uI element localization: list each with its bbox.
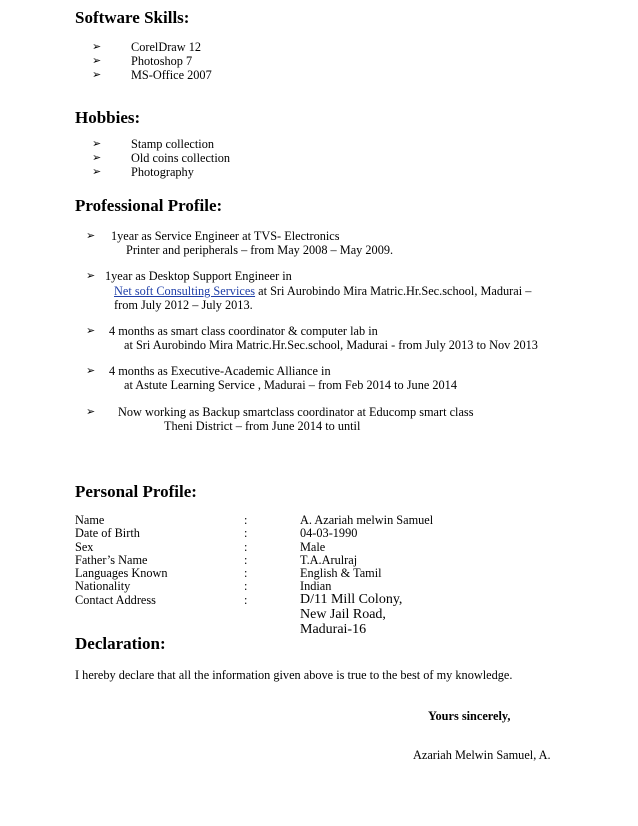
personal-label: Date of Birth: [75, 526, 140, 540]
closing-text: Yours sincerely,: [428, 709, 511, 723]
software-item: CorelDraw 12: [131, 40, 202, 54]
software-item: Photoshop 7: [131, 54, 193, 68]
hobby-item: Photography: [131, 165, 194, 179]
bullet-arrow-icon: ➢: [86, 324, 96, 337]
declaration-text: I hereby declare that all the information given above is true to the best of my knowledge.: [75, 668, 513, 682]
bullet-arrow-icon: ➢: [92, 54, 102, 67]
experience-line-rest: at Sri Aurobindo Mira Matric.Hr.Sec.school, Madurai –: [255, 284, 532, 298]
address-line: Madurai-16: [300, 622, 367, 637]
personal-profile-heading: Personal Profile:: [75, 482, 197, 501]
personal-label: Name: [75, 513, 105, 527]
personal-separator: :: [244, 593, 248, 607]
personal-label: Nationality: [75, 579, 131, 593]
experience-line: 1year as Service Engineer at TVS- Electronics: [111, 229, 340, 243]
personal-label: Sex: [75, 540, 94, 554]
address-line: D/11 Mill Colony,: [300, 592, 403, 607]
experience-line: 1year as Desktop Support Engineer in: [105, 269, 292, 283]
declaration-heading: Declaration:: [75, 634, 166, 653]
personal-value: T.A.Arulraj: [300, 553, 358, 567]
personal-separator: :: [244, 513, 248, 527]
professional-profile-heading: Professional Profile:: [75, 196, 223, 215]
personal-separator: :: [244, 526, 248, 540]
bullet-arrow-icon: ➢: [86, 269, 96, 282]
personal-separator: :: [244, 553, 248, 567]
experience-line: 4 months as Executive-Academic Alliance in: [109, 364, 331, 378]
bullet-arrow-icon: ➢: [86, 229, 96, 242]
bullet-arrow-icon: ➢: [92, 165, 102, 178]
company-link[interactable]: Net soft Consulting Services: [114, 284, 256, 298]
hobby-item: Stamp collection: [131, 137, 214, 151]
bullet-arrow-icon: ➢: [92, 68, 102, 81]
personal-value: A. Azariah melwin Samuel: [300, 513, 434, 527]
personal-separator: :: [244, 540, 248, 554]
experience-line: at Astute Learning Service , Madurai – from Feb 2014 to June 2014: [124, 378, 457, 392]
bullet-arrow-icon: ➢: [92, 40, 102, 53]
bullet-arrow-icon: ➢: [86, 405, 96, 418]
personal-label: Languages Known: [75, 566, 168, 580]
experience-line-with-link: [114, 284, 531, 298]
personal-value: 04-03-1990: [300, 526, 358, 540]
personal-label: Contact Address: [75, 593, 156, 607]
experience-line: Theni District – from June 2014 to until: [164, 419, 361, 433]
signature-name: Azariah Melwin Samuel, A.: [413, 748, 551, 762]
personal-separator: :: [244, 579, 248, 593]
software-item: MS-Office 2007: [131, 68, 212, 82]
bullet-arrow-icon: ➢: [92, 151, 102, 164]
personal-label: Father’s Name: [75, 553, 148, 567]
experience-line: from July 2012 – July 2013.: [114, 298, 253, 312]
personal-value: Male: [300, 540, 326, 554]
bullet-arrow-icon: ➢: [92, 137, 102, 150]
software-skills-heading: Software Skills:: [75, 8, 190, 27]
address-line: New Jail Road,: [300, 607, 386, 622]
personal-separator: :: [244, 566, 248, 580]
experience-line: Printer and peripherals – from May 2008 – May 2009.: [126, 243, 394, 257]
personal-value: English & Tamil: [300, 566, 382, 580]
experience-line: at Sri Aurobindo Mira Matric.Hr.Sec.school, Madurai - from July 2013 to Nov 2013: [124, 338, 538, 352]
personal-value: Indian: [300, 579, 332, 593]
experience-line: Now working as Backup smartclass coordinator at Educomp smart class: [118, 405, 474, 419]
hobby-item: Old coins collection: [131, 151, 231, 165]
experience-line: 4 months as smart class coordinator & computer lab in: [109, 324, 378, 338]
hobbies-heading: Hobbies:: [75, 108, 141, 127]
bullet-arrow-icon: ➢: [86, 364, 96, 377]
